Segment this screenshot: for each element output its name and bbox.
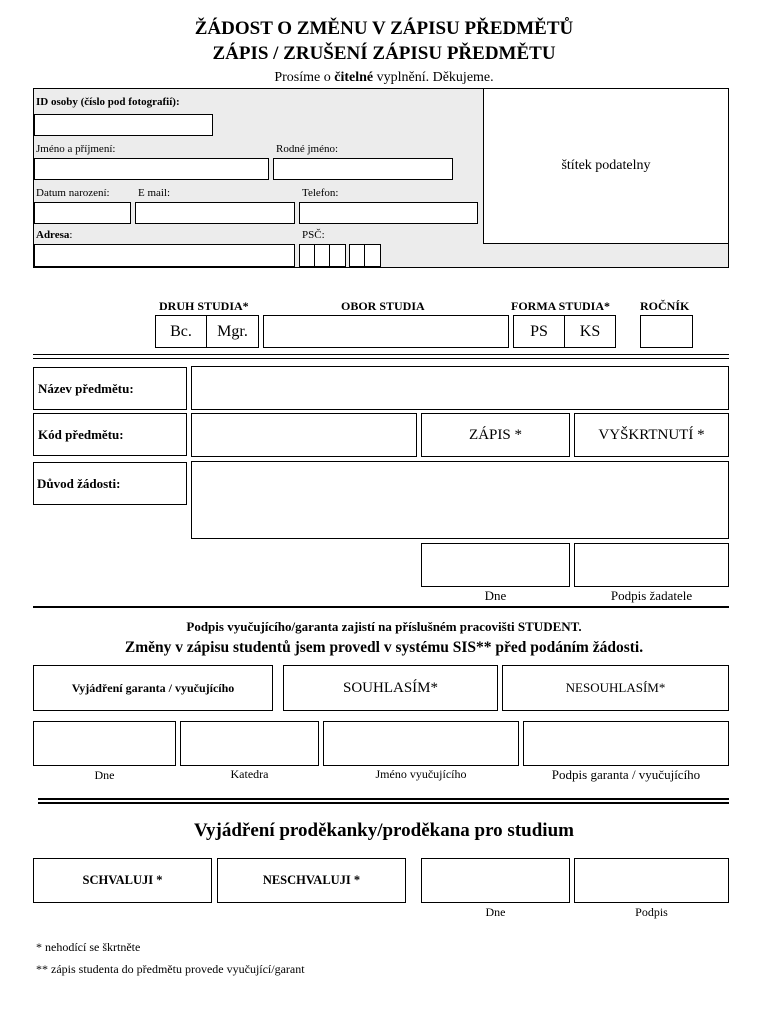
applicant-date-field[interactable] — [421, 543, 570, 587]
dean-signature-field[interactable] — [574, 858, 729, 903]
stamp-label: štítek podatelny — [561, 158, 651, 173]
teacher-date-field[interactable] — [33, 721, 176, 766]
study-form-ks[interactable]: KS — [564, 315, 616, 348]
fill-note-bold: čitelné — [334, 70, 374, 85]
phone-field[interactable] — [299, 202, 478, 224]
zip-digit-5[interactable] — [364, 244, 381, 267]
teacher-date-caption: Dne — [94, 768, 115, 782]
zip-digit-2[interactable] — [314, 244, 330, 267]
year-label: ROČNÍK — [640, 299, 690, 313]
department-caption: Katedra — [230, 767, 269, 781]
teacher-note-1: Podpis vyučujícího/garanta zajistí na příslušném pracovišti STUDENT. — [186, 619, 582, 634]
id-label: ID osoby (číslo pod fotografií): — [36, 96, 180, 108]
enroll-option[interactable]: ZÁPIS * — [421, 413, 570, 457]
footnote-2: ** zápis studenta do předmětu provede vyučující/garant — [36, 962, 305, 976]
study-type-label: DRUH STUDIA* — [159, 299, 249, 313]
study-type-bc[interactable]: Bc. — [155, 315, 207, 348]
separator-1a — [33, 354, 729, 355]
fill-note-prefix: Prosíme o — [274, 70, 335, 85]
birth-number-field[interactable] — [273, 158, 453, 180]
study-form-ps[interactable]: PS — [513, 315, 565, 348]
fill-note — [0, 70, 768, 86]
email-label: E mail: — [138, 187, 171, 199]
phone-label: Telefon: — [302, 187, 339, 199]
subject-code-field[interactable] — [191, 413, 417, 457]
address-field[interactable] — [34, 244, 295, 267]
name-label: Jméno a příjmení: — [36, 143, 116, 155]
birth-date-label: Datum narození: — [36, 187, 110, 199]
reason-label-box — [33, 462, 187, 505]
applicant-signature-field[interactable] — [574, 543, 729, 587]
year-input[interactable] — [640, 315, 693, 348]
teacher-name-caption: Jméno vyučujícího — [375, 767, 467, 781]
teacher-name-field[interactable] — [323, 721, 519, 766]
separator-3b — [38, 802, 729, 804]
address-label-text: Adresa — [36, 229, 70, 241]
email-field[interactable] — [135, 202, 295, 224]
form-subtitle: ZÁPIS / ZRUŠENÍ ZÁPISU PŘEDMĚTU — [212, 43, 556, 64]
address-label — [36, 229, 72, 241]
teacher-note-2: Změny v zápisu studentů jsem provedl v systému SIS** před podáním žádosti. — [124, 639, 644, 656]
subject-code-label: Kód předmětu: — [33, 413, 187, 456]
dean-date-caption: Dne — [485, 905, 506, 919]
study-type-mgr[interactable]: Mgr. — [206, 315, 259, 348]
reason-field[interactable] — [191, 461, 729, 539]
approve-option[interactable]: SCHVALUJI * — [33, 858, 212, 903]
subject-name-field[interactable] — [191, 366, 729, 410]
department-field[interactable] — [180, 721, 319, 766]
strike-option[interactable]: VYŠKRTNUTÍ * — [574, 413, 729, 457]
dean-signature-caption: Podpis — [635, 905, 668, 919]
birth-date-field[interactable] — [34, 202, 131, 224]
reject-option[interactable]: NESCHVALUJI * — [217, 858, 406, 903]
zip-digit-4[interactable] — [349, 244, 365, 267]
footnote-1: * nehodící se škrtněte — [36, 940, 141, 954]
separator-2 — [33, 606, 729, 608]
applicant-signature-caption: Podpis žadatele — [610, 588, 693, 603]
teacher-signature-field[interactable] — [523, 721, 729, 766]
study-field-input[interactable] — [263, 315, 509, 348]
separator-1b — [33, 358, 729, 359]
subject-name-label: Název předmětu: — [33, 367, 187, 410]
zip-digit-3[interactable] — [329, 244, 346, 267]
fill-note-suffix: vyplnění. Děkujeme. — [373, 70, 494, 85]
study-field-label: OBOR STUDIA — [341, 299, 425, 313]
form-title: ŽÁDOST O ZMĚNU V ZÁPISU PŘEDMĚTŮ — [194, 18, 574, 39]
study-form-label: FORMA STUDIA* — [511, 299, 611, 313]
name-field[interactable] — [34, 158, 269, 180]
agree-option[interactable]: SOUHLASÍM* — [283, 665, 498, 711]
teacher-statement-label: Vyjádření garanta / vyučujícího — [33, 665, 273, 711]
dean-title: Vyjádření proděkanky/proděkana pro studium — [194, 820, 574, 841]
teacher-signature-caption: Podpis garanta / vyučujícího — [551, 767, 701, 782]
applicant-date-caption: Dne — [484, 588, 507, 603]
disagree-option[interactable]: NESOUHLASÍM* — [502, 665, 729, 711]
reason-label: Důvod žádosti: — [37, 476, 121, 491]
stamp-box — [483, 88, 729, 244]
address-label-colon: : — [69, 229, 73, 241]
dean-date-field[interactable] — [421, 858, 570, 903]
birth-number-label: Rodné jméno: — [276, 143, 339, 155]
separator-3a — [38, 798, 729, 800]
zip-label: PSČ: — [302, 229, 325, 241]
id-field[interactable] — [34, 114, 213, 136]
zip-digit-1[interactable] — [299, 244, 315, 267]
